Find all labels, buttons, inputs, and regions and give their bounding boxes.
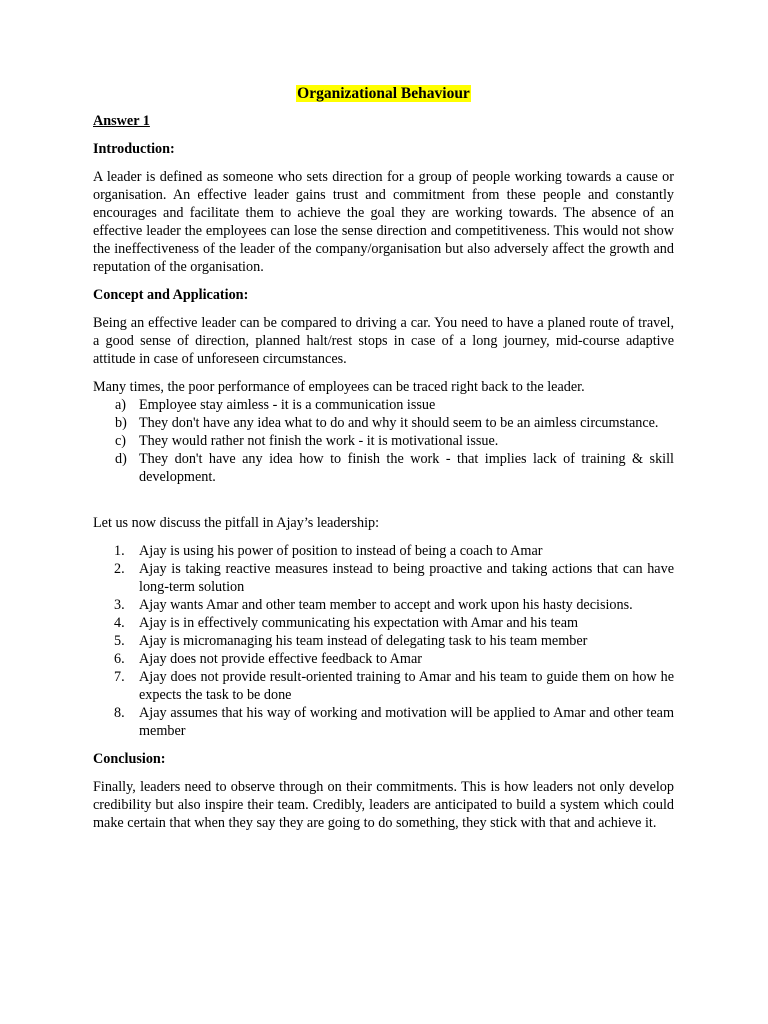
list-item — [93, 432, 674, 450]
list-item-text: They don't have any idea what to do and why it should seem to be an aimless circumstance. — [139, 415, 659, 431]
list-item-text: Ajay is in effectively communicating his expectation with Amar and his team — [139, 615, 579, 631]
list-marker: 1. — [114, 543, 125, 559]
list-marker: a) — [115, 397, 127, 413]
list-item — [93, 704, 674, 740]
list-item — [93, 560, 674, 596]
list-item-text: Ajay is taking reactive measures instead to being proactive and taking actions that can have long-term solution — [139, 561, 674, 595]
conclusion-heading: Conclusion: — [93, 751, 166, 767]
list-marker: 5. — [114, 633, 125, 649]
introduction-paragraph: A leader is defined as someone who sets direction for a group of people working towards a cause or organisation. An effective leader gains trust and commitment from these people and constantly encourages and facilitate them to achieve the goal they are working towards. The absence of an effective leader the employees can lose the sense direction and competitiveness. This would not show the ineffectiveness of the leader of the company/organisation but also adversely affect the growth and reputation of the organisation. — [93, 169, 674, 275]
introduction-heading: Introduction: — [93, 141, 175, 157]
list-marker: 4. — [114, 615, 125, 631]
spacer — [93, 740, 674, 750]
answer-heading: Answer 1 — [93, 113, 150, 129]
list-marker: b) — [115, 415, 127, 431]
list-item-text: Ajay assumes that his way of working and motivation will be applied to Amar and other team member — [139, 705, 674, 739]
performance-paragraph: Many times, the poor performance of employees can be traced right back to the leader. — [93, 379, 585, 395]
list-item-text: They don't have any idea how to finish the work - that implies lack of training & skill development. — [139, 451, 674, 485]
list-marker: 7. — [114, 669, 125, 685]
spacer — [93, 486, 674, 514]
document-body — [93, 84, 674, 842]
list-marker: 3. — [114, 597, 125, 613]
list-marker: d) — [115, 451, 127, 467]
concept-heading: Concept and Application: — [93, 287, 249, 303]
list-item — [93, 632, 674, 650]
list-item — [93, 414, 674, 432]
list-item-text: They would rather not finish the work - it is motivational issue. — [139, 433, 499, 449]
list-item — [93, 542, 674, 560]
list-item-text: Ajay is micromanaging his team instead of delegating task to his team member — [139, 633, 588, 649]
list-item-text: Ajay does not provide result-oriented training to Amar and his team to guide them on how he expects the task to be done — [139, 669, 674, 703]
list-item — [93, 450, 674, 486]
concept-paragraph: Being an effective leader can be compared to driving a car. You need to have a planed route of travel, a good sense of direction, planned halt/rest stops in case of a long journey, mid-course adaptive attitude in case of unforeseen circumstances. — [93, 315, 674, 367]
numbered-list — [93, 542, 674, 740]
list-marker: 6. — [114, 651, 125, 667]
document-title: Organizational Behaviour — [297, 85, 470, 102]
list-item-text: Employee stay aimless - it is a communication issue — [139, 397, 436, 413]
list-item-text: Ajay is using his power of position to instead of being a coach to Amar — [139, 543, 543, 559]
list-marker: 8. — [114, 705, 125, 721]
list-item-text: Ajay wants Amar and other team member to accept and work upon his hasty decisions. — [139, 597, 633, 613]
conclusion-paragraph: Finally, leaders need to observe through on their commitments. This is how leaders not only develop credibility but also inspire their team. Credibly, leaders are anticipated to build a system which could make certain that when they say they are going to do something, they stick with that and achieve it. — [93, 779, 674, 831]
list-item — [93, 596, 674, 614]
lettered-list — [93, 396, 674, 486]
list-item — [93, 396, 674, 414]
title-container — [93, 84, 674, 104]
pitfall-intro: Let us now discuss the pitfall in Ajay’s leadership: — [93, 515, 380, 531]
list-item — [93, 668, 674, 704]
list-item-text: Ajay does not provide effective feedback to Amar — [139, 651, 422, 667]
list-marker: 2. — [114, 561, 125, 577]
list-marker: c) — [115, 433, 127, 449]
list-item — [93, 614, 674, 632]
list-item — [93, 650, 674, 668]
